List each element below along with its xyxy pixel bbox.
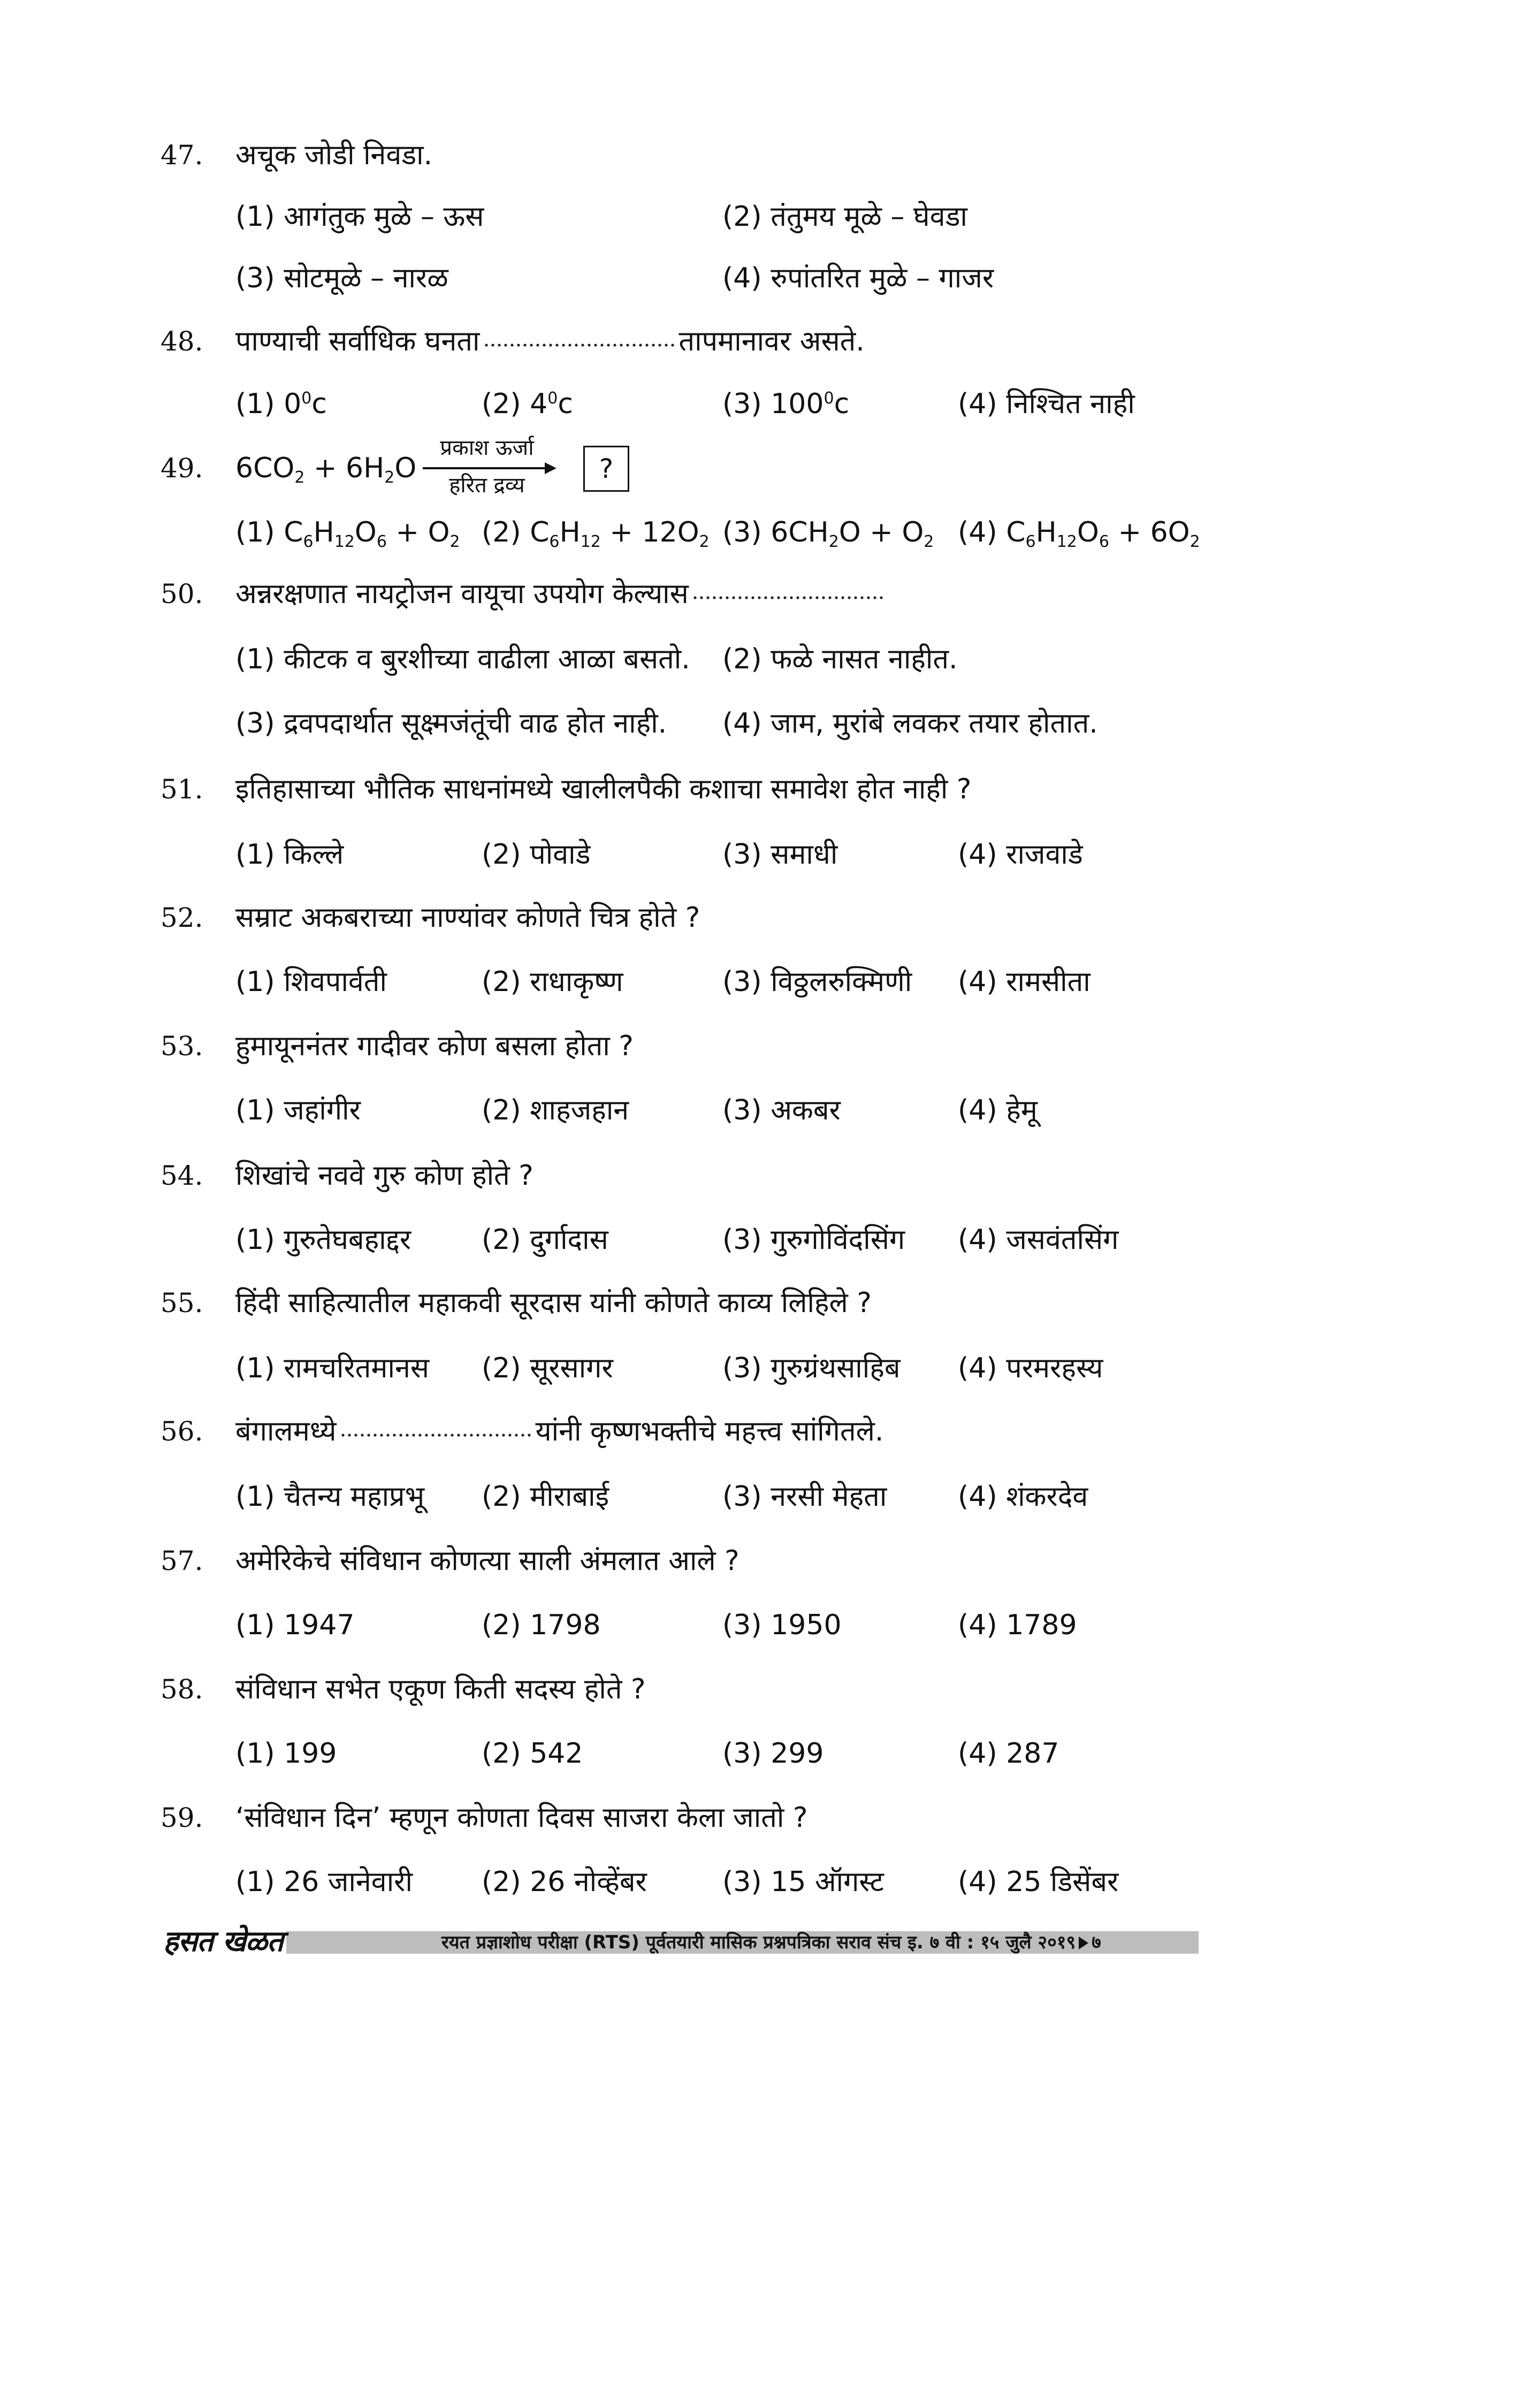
footer-text [441, 1931, 1101, 1954]
option-3: (3) गुरुगोविंदसिंग [722, 1224, 905, 1256]
question-text-after: तापमानावर असते. [678, 325, 865, 357]
option-4: (4) परमरहस्य [958, 1352, 1103, 1384]
question-53-options [235, 1078, 1306, 1142]
question-59-options [235, 1850, 1306, 1914]
arrow-line [423, 467, 548, 469]
question-text: सम्राट अकबराच्या नाण्यांवर कोणते चित्र होते ? [235, 902, 700, 934]
question-57 [161, 1529, 1231, 1593]
question-54-options [235, 1208, 1306, 1272]
option-4: (4) 25 डिसेंबर [958, 1866, 1119, 1898]
question-53 [161, 1014, 1231, 1078]
question-58 [161, 1657, 1231, 1721]
option-3: (3) $100^0c$ [722, 388, 850, 420]
question-number: 47. [161, 140, 203, 171]
question-number: 49. [161, 453, 203, 484]
option-4: (4) 1789 [958, 1609, 1077, 1641]
question-text-after: यांनी कृष्णभक्तीचे महत्त्व सांगितले. [535, 1415, 884, 1447]
arrow-bottom-label: हरित द्रव्य [449, 473, 525, 498]
question-47 [161, 123, 1231, 187]
question-number: 56. [161, 1416, 203, 1447]
option-4: (4) जसवंतसिंग [958, 1224, 1119, 1256]
option-2: (2) दुर्गादास [482, 1224, 608, 1256]
question-48-options [235, 372, 1306, 436]
option-1: (1) चैतन्य महाप्रभू [235, 1481, 425, 1513]
question-number: 58. [161, 1674, 203, 1705]
blank-dots [692, 580, 884, 601]
question-number: 57. [161, 1545, 203, 1576]
answer-box: ? [583, 446, 629, 492]
question-51-options [235, 822, 1306, 887]
question-text: अमेरिकेचे संविधान कोणत्या साली अंमलात आले ? [235, 1545, 739, 1577]
option-3: (3) 15 ऑगस्ट [722, 1866, 884, 1898]
option-1: (1) 26 जानेवारी [235, 1866, 413, 1898]
page-footer [163, 1924, 1199, 1958]
question-text: शिखांचे नववे गुरु कोण होते ? [235, 1160, 533, 1192]
question-50-options-a [235, 627, 1306, 691]
option-2: (2) मीराबाई [482, 1481, 609, 1513]
question-number: 54. [161, 1160, 203, 1191]
option-3: (3) द्रवपदार्थात सूक्ष्मजंतूंची वाढ होत नाही. [235, 707, 667, 740]
option-3: (3) $6CH_2O + O_2$ [722, 516, 934, 551]
option-1: (1) गुरुतेघबहाद्दर [235, 1224, 411, 1256]
reaction-arrow [417, 433, 556, 502]
option-1: (1) कीटक व बुरशीच्या वाढीला आळा बसतो. [235, 643, 690, 675]
option-3: (3) नरसी मेहता [722, 1481, 887, 1513]
question-number: 59. [161, 1802, 203, 1833]
option-2: (2) 26 नोव्हेंबर [482, 1866, 647, 1898]
option-1: (1) रामचरितमानस [235, 1352, 429, 1384]
question-text: संविधान सभेत एकूण किती सदस्य होते ? [235, 1673, 646, 1705]
option-1: (1) किल्ले [235, 839, 344, 871]
blank-dots [340, 1417, 532, 1438]
question-number: 52. [161, 902, 203, 933]
option-2: (2) 542 [482, 1738, 583, 1770]
option-1: (1) शिवपार्वती [235, 966, 387, 998]
option-4: (4) $C_6H_{12}O_6 + 6O_2$ [958, 516, 1200, 551]
question-54 [161, 1144, 1231, 1208]
option-1: (1) आगंतुक मुळे – ऊस [235, 201, 484, 233]
option-2: (2) $C_6H_{12} + 12O_2$ [482, 516, 710, 551]
question-50-options-b [235, 691, 1306, 756]
question-48 [161, 309, 1231, 374]
option-4: (4) जाम, मुरांबे लवकर तयार होतात. [722, 707, 1098, 740]
option-1: (1) 199 [235, 1738, 337, 1770]
question-text: इतिहासाच्या भौतिक साधनांमध्ये खालीलपैकी कशाचा समावेश होत नाही ? [235, 773, 972, 805]
question-number: 51. [161, 774, 203, 805]
option-1: (1) जहांगीर [235, 1094, 361, 1126]
option-4: (4) हेमू [958, 1094, 1038, 1126]
option-1: (1) 1947 [235, 1609, 355, 1641]
page-number: ७ [1092, 1932, 1101, 1953]
question-50 [161, 562, 1231, 626]
option-3: (3) गुरुग्रंथसाहिब [722, 1352, 901, 1384]
question-49 [161, 436, 1231, 500]
question-52 [161, 886, 1231, 950]
option-4: (4) शंकरदेव [958, 1481, 1088, 1513]
question-text-before: बंगालमध्ये [235, 1415, 337, 1447]
option-2: (2) राधाकृष्ण [482, 966, 623, 998]
option-3: (3) विठ्ठलरुक्मिणी [722, 966, 912, 998]
question-number: 50. [161, 578, 203, 609]
question-number: 53. [161, 1031, 203, 1062]
chemical-reaction [235, 436, 614, 500]
question-56 [161, 1399, 1231, 1464]
question-47-options-b [235, 246, 1306, 310]
question-59 [161, 1786, 1231, 1850]
question-49-options [235, 500, 1306, 565]
question-51 [161, 757, 1231, 821]
option-4: (4) 287 [958, 1738, 1059, 1770]
option-2: (2) 1798 [482, 1609, 601, 1641]
question-text: अन्नरक्षणात नायट्रोजन वायूचा उपयोग केल्यास [235, 562, 888, 626]
option-1: (1) $0^0c$ [235, 388, 327, 420]
option-4: (4) रुपांतरित मुळे – गाजर [722, 262, 994, 294]
question-56-options [235, 1465, 1306, 1529]
question-number: 48. [161, 326, 203, 357]
option-3: (3) 299 [722, 1738, 824, 1770]
option-2: (2) फळे नासत नाहीत. [722, 643, 958, 675]
option-4: (4) रामसीता [958, 966, 1091, 998]
option-3: (3) सोटमूळे – नारळ [235, 262, 448, 294]
question-number: 55. [161, 1287, 203, 1319]
option-2: (2) $4^0c$ [482, 388, 573, 420]
question-52-options [235, 950, 1306, 1014]
option-3: (3) 1950 [722, 1609, 842, 1641]
question-text: हुमायूननंतर गादीवर कोण बसला होता ? [235, 1030, 634, 1062]
question-text [235, 1399, 883, 1464]
option-2: (2) तंतुमय मूळे – घेवडा [722, 201, 967, 233]
option-1: (1) $C_6H_{12}O_6 + O_2$ [235, 516, 460, 551]
reaction-reactants: $6CO_2 + 6H_2O$ [235, 452, 417, 487]
question-text: ‘संविधान दिन’ म्हणून कोणता दिवस साजरा केला जातो ? [235, 1802, 808, 1834]
option-2: (2) सूरसागर [482, 1352, 613, 1384]
blank-dots [483, 327, 676, 348]
option-3: (3) समाधी [722, 839, 838, 871]
question-57-options [235, 1593, 1306, 1657]
question-58-options [235, 1721, 1306, 1786]
option-4: (4) राजवाडे [958, 839, 1083, 871]
footer-logo: हसत खेळत [163, 1924, 283, 1958]
arrow-top-label: प्रकाश ऊर्जा [440, 436, 534, 460]
footer-title: रयत प्रज्ञाशोध परीक्षा (RTS) पूर्वतयारी मासिक प्रश्नपत्रिका सराव संच इ. ७ वी : १५ जुलै २०१९ [441, 1932, 1076, 1953]
option-4: (4) निश्चित नाही [958, 388, 1135, 420]
question-text [235, 309, 865, 374]
option-2: (2) पोवाडे [482, 839, 591, 871]
option-2: (2) शाहजहान [482, 1094, 629, 1126]
question-text: अचूक जोडी निवडा. [235, 139, 433, 171]
question-47-options-a [235, 185, 1306, 249]
play-arrow-icon [1079, 1937, 1088, 1949]
option-3: (3) अकबर [722, 1094, 841, 1126]
question-text: हिंदी साहित्यातील महाकवी सूरदास यांनी कोणते काव्य लिहिले ? [235, 1287, 872, 1319]
question-55-options [235, 1336, 1306, 1400]
question-55 [161, 1271, 1231, 1335]
question-text-before: पाण्याची सर्वाधिक घनता [235, 325, 480, 357]
